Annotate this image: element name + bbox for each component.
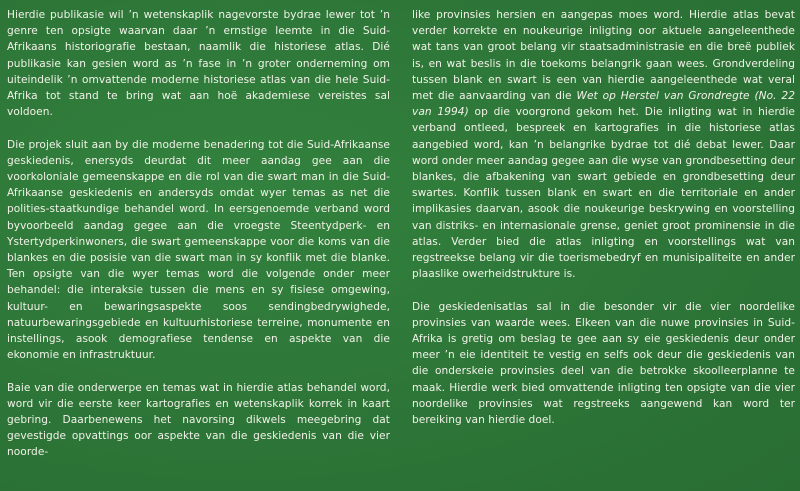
right-paragraph-1-part-b: op die voorgrond gekom het. Die inligting wat in hierdie verband ontleed, bespreek en kartografies in die historiese atlas aangebied word, kan ’n belangrike bydrae tot dié debat lewer. Daar word onder meer aandag gegee aan die wyse van grondbesetting deur blankes, die afbakening van swart gebiede en grondbesetting deur swartes. Konflik tussen blank en swart en die territoriale en ander implikasies daarvan, asook die noukeurige beskrywing en voorstelling van distriks- en internasionale grense, geniet groot prominensie in die atlas. Verder bied die atlas inligting en voorstellings wat van regstreekse belang vir die toerismebedryf en munisipaliteite en ander plaaslike owerheidstrukture is.	[412, 106, 796, 281]
right-column	[412, 7, 795, 444]
left-paragraph-3: Baie van die onderwerpe en temas wat in hierdie atlas behandel word, word vir die eerste keer kartografies en wetenskaplik korrek in kaart gebring. Daarbenewens het navorsing dikwels meegebring dat gevestigde opvattings oor aspekte van die geskiedenis van die vier noorde-	[7, 381, 390, 459]
left-paragraph-1: Hierdie publikasie wil ’n wetenskaplik nagevorste bydrae lewer tot ’n genre ten opsigte waarvan daar ’n ernstige leemte in die Suid-Afrikaans historiografie bestaan, naamlik die historiese atlas. Dié publikasie kan gesien word as ’n fase in ’n groter onderneming om uiteindelik ’n omvattende moderne historiese atlas van die hele Suid-Afrika tot stand te bring wat aan hoë akademiese vereistes sal voldoen.	[7, 9, 390, 119]
left-column	[7, 7, 390, 477]
right-paragraph-1-law-title: Wet op Herstel van Grondregte (No. 22 van 1994)	[412, 90, 795, 119]
left-paragraph-2: Die projek sluit aan by die moderne benadering tot die Suid-Afrikaanse geskiedenis, enersyds deurdat dit meer aandag gee aan die voorkoloniale gemeenskappe en die rol van die swart man in die Suid-Afrikaanse geskiedenis en andersyds omdat wyer temas as net die polities-staatkundige behandel word. In eersgenoemde verband word byvoorbeeld aandag gegee aan die vroegste Steentydperk- en Ystertydperkinwoners, die swart gemeenskappe voor die koms van die blankes en die posisie van die swart man in sy konflik met die blanke. Ten opsigte van die wyer temas word die volgende onder meer behandel: die interaksie tussen die mens en sy fisiese omgewing, kultuur- en bewaringsaspekte soos sendingbedrywighede, natuurbewaringsgebiede en kultuurhistoriese terreine, monumente en instellings, asook demografiese tendense en aspekte van die ekonomie en infrastruktuur.	[7, 138, 390, 362]
right-paragraph-1-part-a: like provinsies hersien en aangepas moes word. Hierdie atlas bevat verder korrekte en noukeurige inligting oor aktuele aangeleenthede wat tans van groot belang vir staatsadministrasie en die breë publiek is, en wat beslis in die toekoms belangrik gaan wees. Grondverdeling tussen blank en swart is een van hierdie aangeleenthede wat veral met die aanvaarding van die	[412, 9, 795, 103]
right-paragraph-2: Die geskiedenisatlas sal in die besonder vir die vier noordelike provinsies van waarde wees. Elkeen van die nuwe provinsies in Suid-Afrika is gretig om beslag te gee aan sy eie geskiedenis deur onder meer ’n eie identiteit te vestig en selfs ook deur die geskiedenis van die onderskeie provinsies deel van die betrokke skoolleerplanne te maak. Hierdie werk bied omvattende inligting ten opsigte van die vier noordelike provinsies wat regstreeks aangewend kan word ter bereiking van hierdie doel.	[412, 300, 795, 427]
right-paragraph-1	[412, 7, 795, 282]
